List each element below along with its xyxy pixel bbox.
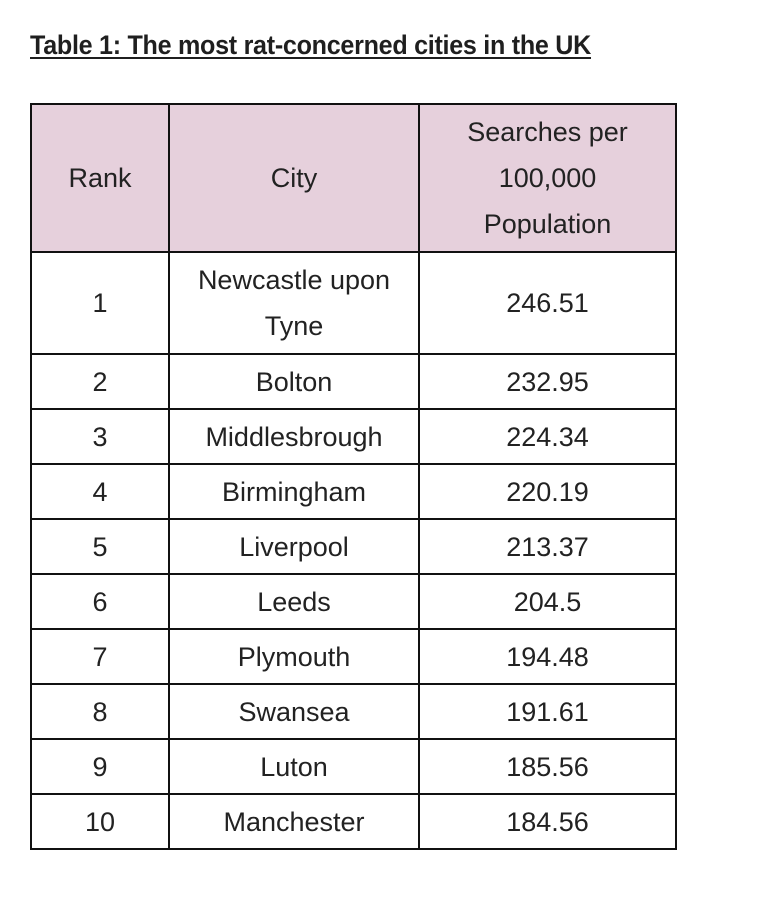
cell-rank: 3 (31, 409, 169, 464)
cell-value: 232.95 (419, 354, 676, 409)
cell-value: 191.61 (419, 684, 676, 739)
cell-rank: 4 (31, 464, 169, 519)
table-title: Table 1: The most rat-concerned cities in the UK (30, 30, 592, 60)
cell-rank: 8 (31, 684, 169, 739)
header-rank: Rank (31, 104, 169, 252)
cell-rank: 7 (31, 629, 169, 684)
header-searches (419, 104, 676, 252)
cell-value: 184.56 (419, 794, 676, 849)
cell-value: 220.19 (419, 464, 676, 519)
cell-city: Manchester (169, 794, 419, 849)
table-row (31, 464, 676, 519)
cell-city: Luton (169, 739, 419, 794)
rat-cities-table (30, 103, 677, 850)
cell-value: 185.56 (419, 739, 676, 794)
cell-city: Leeds (169, 574, 419, 629)
table-row (31, 354, 676, 409)
table-row (31, 794, 676, 849)
cell-rank: 2 (31, 354, 169, 409)
cell-rank: 9 (31, 739, 169, 794)
cell-value: 246.51 (419, 252, 676, 354)
cell-city: Middlesbrough (169, 409, 419, 464)
table-row (31, 684, 676, 739)
cell-rank: 10 (31, 794, 169, 849)
table-row (31, 574, 676, 629)
cell-value: 194.48 (419, 629, 676, 684)
cell-rank: 6 (31, 574, 169, 629)
table-row (31, 252, 676, 354)
table-row (31, 519, 676, 574)
table-row (31, 739, 676, 794)
header-city: City (169, 104, 419, 252)
cell-city: Birmingham (169, 464, 419, 519)
cell-city: Bolton (169, 354, 419, 409)
cell-rank: 5 (31, 519, 169, 574)
table-header-row (31, 104, 676, 252)
cell-rank: 1 (31, 252, 169, 354)
table-row (31, 629, 676, 684)
cell-city: Swansea (169, 684, 419, 739)
cell-city: Liverpool (169, 519, 419, 574)
cell-city-label: Newcastle upon Tyne (197, 265, 391, 341)
table-row (31, 409, 676, 464)
cell-value: 204.5 (419, 574, 676, 629)
cell-value: 213.37 (419, 519, 676, 574)
header-searches-label: Searches per 100,000 Population (467, 117, 628, 239)
cell-city (169, 252, 419, 354)
cell-city: Plymouth (169, 629, 419, 684)
cell-value: 224.34 (419, 409, 676, 464)
